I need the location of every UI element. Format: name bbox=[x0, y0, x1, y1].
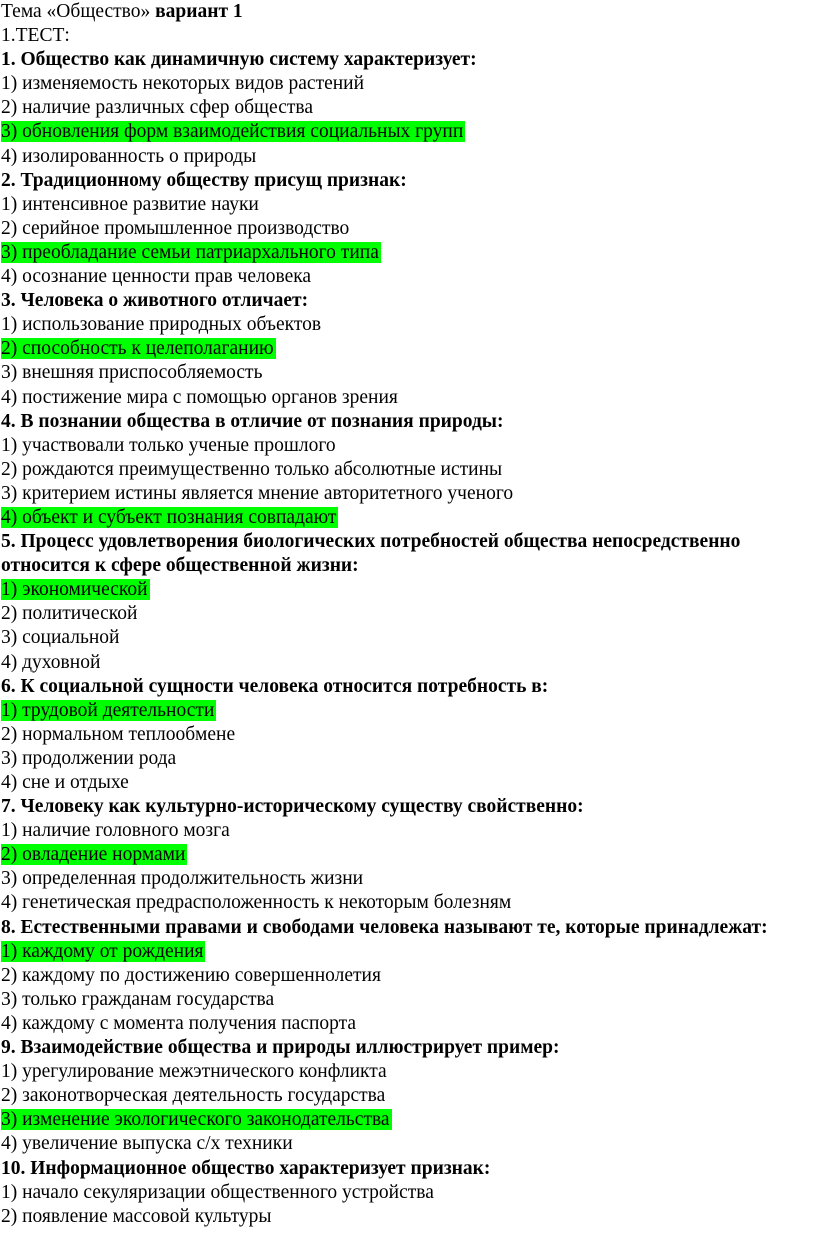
answer-option bbox=[1, 482, 816, 506]
question-block bbox=[1, 169, 816, 289]
answer-option-text: 4) каждому с момента получения паспорта bbox=[1, 1012, 357, 1034]
answer-option-correct bbox=[1, 1108, 816, 1132]
answer-option-text: 3) преобладание семьи патриархального типа bbox=[1, 241, 379, 263]
answer-option-text: 1) каждому от рождения bbox=[1, 940, 204, 962]
answer-option-text: 2) рождаются преимущественно только абсолютные истины bbox=[1, 458, 503, 480]
answer-option bbox=[1, 1084, 816, 1108]
answer-option-text: 2) овладение нормами bbox=[1, 844, 186, 866]
question-text: 9. Взаимодействие общества и природы иллюстрирует пример: bbox=[1, 1037, 560, 1059]
question-block bbox=[1, 48, 816, 168]
answer-option bbox=[1, 626, 816, 650]
answer-option-correct bbox=[1, 337, 816, 361]
answer-option-text: 2) способность к целеполаганию bbox=[1, 338, 274, 360]
answer-option-text: 3) изменение экологического законодательства bbox=[1, 1109, 390, 1131]
answer-option bbox=[1, 193, 816, 217]
question-text: 1. Общество как динамичную систему характеризует: bbox=[1, 49, 477, 71]
answer-option-text: 4) изолированность о природы bbox=[1, 145, 257, 167]
answer-option-text: 3) продолжении рода bbox=[1, 747, 177, 769]
answer-option bbox=[1, 747, 816, 771]
answer-option-correct bbox=[1, 578, 816, 602]
answer-option bbox=[1, 1132, 816, 1156]
answer-option bbox=[1, 361, 816, 385]
answer-option-text: 1) начало секуляризации общественного устройства bbox=[1, 1181, 434, 1203]
answer-option bbox=[1, 1060, 816, 1084]
question-block bbox=[1, 795, 816, 915]
answer-option-correct bbox=[1, 940, 816, 964]
question-text: 10. Информационное общество характеризует признак: bbox=[1, 1157, 491, 1179]
answer-option-text: 2) появление массовой культуры bbox=[1, 1205, 272, 1227]
answer-option bbox=[1, 217, 816, 241]
answer-option bbox=[1, 386, 816, 410]
section-title: 1.ТЕСТ: bbox=[1, 25, 70, 47]
question-text: 7. Человеку как культурно-историческому существу свойственно: bbox=[1, 796, 584, 818]
document-header bbox=[1, 0, 816, 24]
answer-option-text: 1) урегулирование межэтнического конфликта bbox=[1, 1061, 387, 1083]
answer-option-text: 1) использование природных объектов bbox=[1, 314, 322, 336]
answer-option-text: 3) определенная продолжительность жизни bbox=[1, 868, 364, 890]
answer-option-text: 2) законотворческая деятельность государства bbox=[1, 1085, 386, 1107]
question-block bbox=[1, 675, 816, 795]
answer-option-correct bbox=[1, 699, 816, 723]
answer-option-text: 3) социальной bbox=[1, 627, 120, 649]
answer-option-text: 4) постижение мира с помощью органов зрения bbox=[1, 386, 398, 408]
answer-option bbox=[1, 434, 816, 458]
answer-option-text: 2) серийное промышленное производство bbox=[1, 217, 350, 239]
question-list bbox=[1, 48, 816, 1229]
answer-option bbox=[1, 1205, 816, 1229]
answer-option-text: 3) обновления форм взаимодействия социальных групп bbox=[1, 121, 464, 143]
answer-option-text: 3) внешняя приспособляемость bbox=[1, 362, 263, 384]
answer-option-text: 3) только гражданам государства bbox=[1, 988, 275, 1010]
answer-option bbox=[1, 819, 816, 843]
variant-label: вариант 1 bbox=[155, 1, 243, 22]
answer-option bbox=[1, 1012, 816, 1036]
question-text: 6. К социальной сущности человека относится потребность в: bbox=[1, 675, 549, 697]
answer-option-text: 4) увеличение выпуска с/х техники bbox=[1, 1133, 293, 1155]
answer-option bbox=[1, 458, 816, 482]
answer-option-text: 2) каждому по достижению совершеннолетия bbox=[1, 964, 381, 986]
question-text: 8. Естественными правами и свободами человека называют те, которые принадлежат: bbox=[1, 916, 768, 938]
question-text: 3. Человека о животного отличает: bbox=[1, 290, 309, 312]
answer-option-text: 4) духовной bbox=[1, 651, 101, 673]
answer-option-text: 1) наличие головного мозга bbox=[1, 820, 230, 842]
answer-option-correct bbox=[1, 843, 816, 867]
answer-option-text: 4) сне и отдыхе bbox=[1, 772, 129, 793]
answer-option-text: 2) нормальном теплообмене bbox=[1, 723, 236, 745]
answer-option-text: 1) экономической bbox=[1, 579, 148, 601]
question-block bbox=[1, 916, 816, 1036]
answer-option-text: 4) объект и субъект познания совпадают bbox=[1, 506, 337, 528]
answer-option bbox=[1, 96, 816, 120]
answer-option-text: 2) политической bbox=[1, 603, 138, 625]
answer-option-text: 4) осознание ценности прав человека bbox=[1, 266, 312, 288]
answer-option-text: 2) наличие различных сфер общества bbox=[1, 97, 313, 119]
answer-option-correct bbox=[1, 506, 816, 530]
answer-option-text: 1) участвовали только ученые прошлого bbox=[1, 434, 336, 456]
answer-option bbox=[1, 602, 816, 626]
answer-option bbox=[1, 265, 816, 289]
answer-option bbox=[1, 988, 816, 1012]
answer-option bbox=[1, 771, 816, 795]
question-block bbox=[1, 1157, 816, 1229]
answer-option bbox=[1, 891, 816, 915]
answer-option bbox=[1, 964, 816, 988]
question-block bbox=[1, 289, 816, 409]
answer-option-correct bbox=[1, 241, 816, 265]
answer-option bbox=[1, 723, 816, 747]
answer-option-text: 1) интенсивное развитие науки bbox=[1, 193, 259, 215]
topic-title: Тема «Общество» bbox=[1, 1, 151, 22]
question-block bbox=[1, 530, 816, 675]
answer-option bbox=[1, 145, 816, 169]
answer-option-correct bbox=[1, 120, 816, 144]
question-block bbox=[1, 410, 816, 530]
answer-option bbox=[1, 867, 816, 891]
question-text: 5. Процесс удовлетворения биологических потребностей общества непосредственно относится к сфере общественной жизни: bbox=[1, 531, 741, 577]
answer-option-text: 3) критерием истины является мнение авторитетного ученого bbox=[1, 482, 514, 504]
answer-option bbox=[1, 72, 816, 96]
answer-option bbox=[1, 651, 816, 675]
question-text: 4. В познании общества в отличие от познания природы: bbox=[1, 410, 504, 432]
answer-option bbox=[1, 1181, 816, 1205]
answer-option-text: 4) генетическая предрасположенность к некоторым болезням bbox=[1, 892, 512, 914]
question-text: 2. Традиционному обществу присущ признак: bbox=[1, 169, 407, 191]
answer-option bbox=[1, 313, 816, 337]
question-block bbox=[1, 1036, 816, 1156]
answer-option-text: 1) трудовой деятельности bbox=[1, 699, 215, 721]
answer-option-text: 1) изменяемость некоторых видов растений bbox=[1, 73, 365, 95]
